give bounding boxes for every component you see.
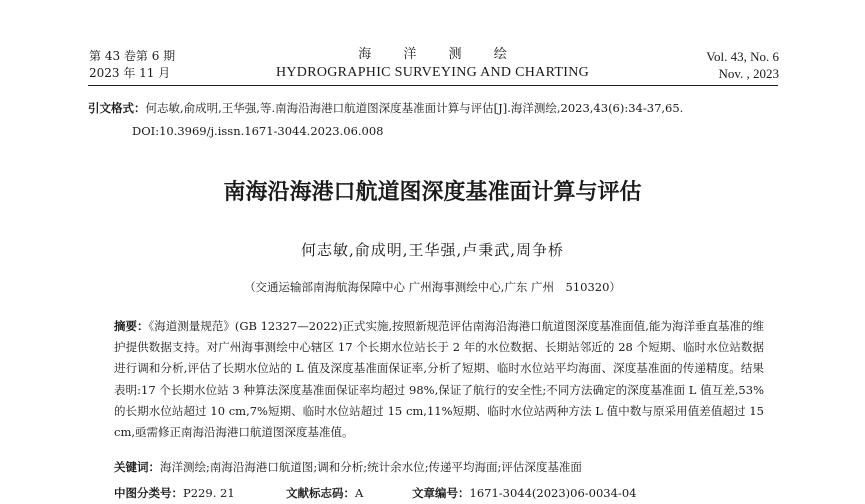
keywords-text: 海洋测绘;南海沿海港口航道图;调和分析;统计余水位;传递平均海面;评估深度基准面 (160, 460, 582, 474)
article-number-value: 1671-3044(2023)06-0034-04 (469, 486, 637, 500)
keywords-label: 关键词： (114, 460, 160, 474)
affiliation: （交通运输部南海航海保障中心 广州海事测绘中心,广东 广州 510320） (244, 280, 621, 294)
journal-name-cn: 海 洋 测 绘 (358, 47, 521, 62)
citation-block (88, 97, 788, 143)
clc-value: P229. 21 (183, 486, 235, 500)
running-header-right (706, 48, 779, 82)
author-list: 何志敏,俞成明,王华强,卢秉武,周争桥 (300, 241, 565, 259)
abstract-block (114, 316, 764, 443)
date-en: Nov. , 2023 (718, 66, 779, 81)
clc-number (114, 484, 235, 502)
document-code-value: A (355, 486, 364, 500)
citation-doi[interactable]: DOI:10.3969/j.issn.1671-3044.2023.06.008 (132, 124, 384, 138)
paper-title: 南海沿海港口航道图深度基准面计算与评估 (223, 180, 642, 205)
clc-label: 中图分类号： (114, 486, 183, 500)
document-code (286, 484, 363, 502)
date-cn: 2023 年 11 月 (89, 66, 171, 80)
citation-text: 何志敏,俞成明,王华强,等.南海沿海港口航道图深度基准面计算与评估[J].海洋测绘,2023,43(6):34-37,65. (145, 101, 684, 115)
citation-label: 引文格式： (88, 101, 146, 115)
abstract-label: 摘要： (114, 319, 149, 333)
keywords-block (114, 457, 764, 477)
journal-name-en: HYDROGRAPHIC SURVEYING AND CHARTING (275, 65, 590, 80)
article-number-label: 文章编号： (412, 486, 470, 500)
volume-issue-en: Vol. 43, No. 6 (706, 49, 779, 64)
header-rule (88, 85, 778, 86)
article-number (412, 484, 636, 502)
document-code-label: 文献标志码： (286, 486, 355, 500)
abstract-text: 《海道测量规范》(GB 12327—2022)正式实施,按照新规范评估南海沿海港口航道图深度基准面值,能为海洋垂直基准的维护提供数据支持。对广州海事测绘中心辖区 17 个长期水位站长于 2 年的水位数据、长期站邻近的 28 个短期、临时水位站数据进行调和分析,评估了长期水位站的 L 值及深度基准面保证率,分析了短期、临时水位站平均海面、深度基准面的传递精度。结果表明:17 个长期水位站 3 种算法深度基准面保证率均超过 98%,保证了航行的安全性;不同方法确定的深度基准面 L 值互差,53%的长期水位站超过 10 cm,7%短期、临时水位站超过 15 cm,11%短期、临时水位站两种方法 L 值中数与原采用值差值超过 15 cm,亟需修正南海沿海港口航道图深度基准值。 (114, 319, 765, 440)
volume-issue-cn: 第 43 卷第 6 期 (89, 49, 176, 63)
